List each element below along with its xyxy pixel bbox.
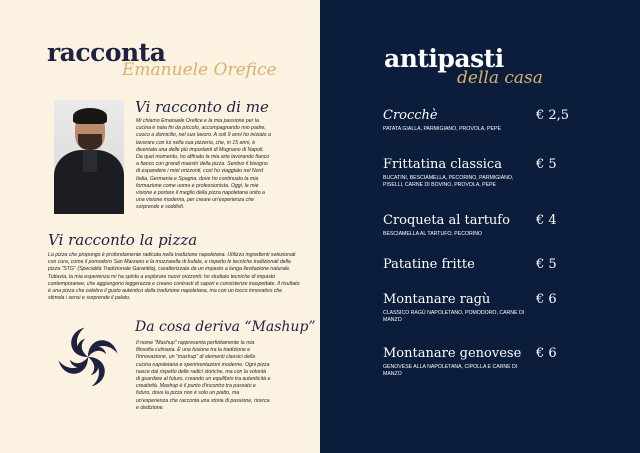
racconta-title: racconta	[47, 38, 166, 67]
section-text-me: Mi chiamo Emanuele Orefice e la mia passione per la cucina è nata fin da piccolo, accompagnando mio padre, cuoco a domicilio, nel suo lavoro. A soli 9 anni ho iniziato a lavorare con lui nella sua pizzeria, che, in 15 anni, è diventata una delle più importanti di Mugnano di Napoli. Da quel momento, ho affinato la mia arte lavorando fianco a fianco con grandi maestri della pizza. Sentivo il bisogno di espandere i miei orizzonti, così ho viaggiato nel Nord Italia, Germania e Spagna, dove ho continuato la mia formazione come uomo e professionista. Oggi, le mie visione e portare il meglio della pizza napoletana unito a una visione moderna, per creare un'esperienza che sorprende e soddisfi.	[136, 118, 271, 211]
menu-item-name: Montanare genovese	[383, 346, 522, 361]
menu-item-desc: PATATA GIALLA, PARMIGIANO, PROVOLA, PEPE	[383, 126, 501, 132]
racconta-subtitle: Emanuele Orefice	[122, 60, 277, 80]
menu-item-price: € 6	[536, 346, 557, 361]
antipasti-title: antipasti	[384, 44, 504, 73]
menu-item-desc: CLASSICO RAGÙ NAPOLETANO, POMODORO, CARNE DI MANZO	[383, 310, 525, 323]
menu-item-desc: BUCATINI, BESCIAMELLA, PECORINO, PARMIGIANO, PISELLI, CARNE DI BOVINO, PROVOLA, PEPE	[383, 175, 514, 188]
menu-item-desc: GENOVESE ALLA NAPOLETANA, CIPOLLA E CARNE DI MANZO	[383, 364, 518, 377]
menu-item-name: Croqueta al tartufo	[383, 213, 510, 228]
chef-photo	[54, 100, 124, 214]
antipasti-subtitle: della casa	[457, 68, 543, 88]
section-text-mashup: Il nome "Mashup" rappresenta perfettamente la mia filosofia culinaria. È una fusione tra la tradizione e l'innovazione, un "mashup" di elementi classici della cucina napoletana e sperimentazioni moderne. Ogni pizza nasce dal rispetto delle radici storiche, ma con la volontà di guardare al futuro, creando un equilibrio tra autenticità e creatività. Mashup è il punto d'incontro tra passato e futuro, dove la pizza non è solo un piatto, ma un'esperienza che racconta una storia di passione, ricerca e dedizione.	[136, 340, 271, 411]
menu-item-desc: BESCIAMELLA AL TARTUFO, PECORINO	[383, 231, 482, 237]
menu-item-price: € 6	[536, 292, 557, 307]
menu-item-name: Frittatina classica	[383, 157, 502, 172]
chef-beard	[78, 134, 102, 150]
section-text-pizza: La pizza che propongo è profondamente radicata nella tradizione napoletana. Utilizzo ingredienti selezionati con cura, come il pomodoro San Marzano e la mozzarella di bufala, e rispetto le tecniche tradizionali della pizza "STG" (Specialità Tradizionale Garantita), caratterizzata da un impasto a lunga lievitazione naturale. Tuttavia, la mia esperienza mi ha spinto a esplorare nuovi orizzonti: ho studiato tecniche di impasto contemporanee, che aggiungono leggerezza e creano contrasti di sapori e consistenze inaspettate. Il risultato è una pizza che celebra il gusto autentico della tradizione napoletana, ma con un tocco innovativo che stimola i sensi e sorprende il palato.	[48, 252, 300, 302]
menu-item-name: Montanare ragù	[383, 292, 491, 307]
menu-item-price: € 5	[536, 157, 557, 172]
menu-item-price: € 5	[536, 257, 557, 272]
menu-item-name: Crocchè	[383, 108, 438, 123]
menu-item-price: € 4	[536, 213, 557, 228]
chef-hair	[73, 108, 107, 124]
section-heading-me: Vi racconto di me	[135, 98, 269, 116]
menu-item-name: Patatine fritte	[383, 257, 475, 272]
menu-item-price: € 2,5	[536, 108, 570, 123]
section-heading-pizza: Vi racconto la pizza	[48, 231, 198, 249]
spiral-logo-icon	[53, 322, 123, 392]
chef-collar	[83, 150, 97, 172]
section-heading-mashup: Da cosa deriva “Mashup”	[135, 319, 316, 335]
